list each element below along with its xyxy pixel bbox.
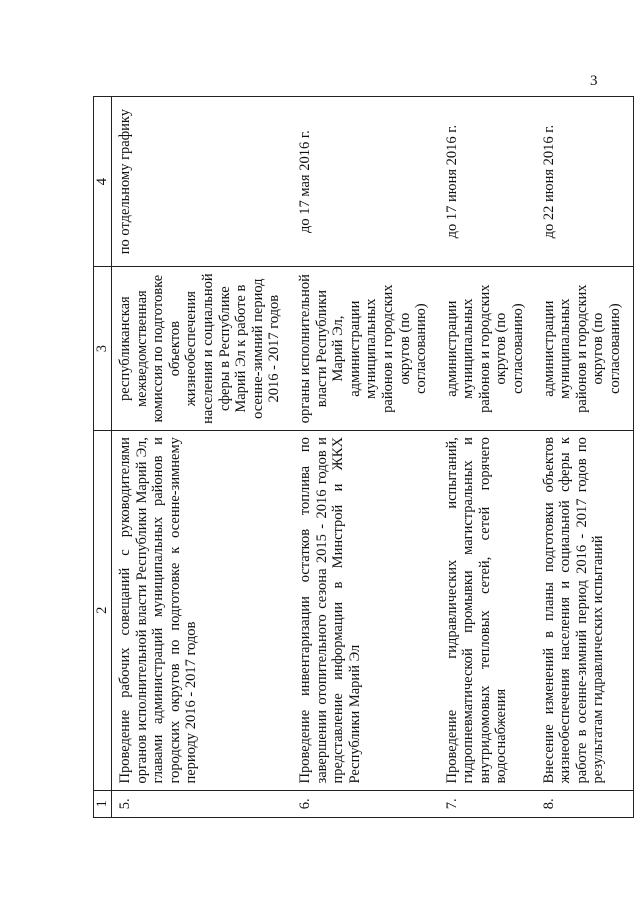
row-deadline: до 22 июня 2016 г. [536,97,633,267]
row-event: Проведение гидравлических испытаний, гидропневматической промывки магистральных и внутридомовых тепловых сетей, сетей горячего водоснабжения [439,431,536,790]
row-number: 8. [536,790,633,817]
page-number: 3 [590,73,598,89]
row-number: 5. [112,790,292,817]
header-col-4: 4 [94,97,112,267]
row-responsible: администрации муниципальных районов и городских округов (по согласованию) [536,267,633,431]
row-deadline: по отдельному графику [112,97,292,267]
table-row [536,97,633,818]
header-col-1: 1 [94,790,112,817]
table-row [292,97,439,818]
row-responsible: республиканская межведомственная комиссия по подготовке объектов жизнеобеспечения населения и социальной сферы в Республике Марий Эл к работе в осенне-зимний период 2016 - 2017 годов [112,267,292,431]
row-responsible: администрации муниципальных районов и городских округов (по согласованию) [439,267,536,431]
row-number: 6. [292,790,439,817]
header-col-3: 3 [94,267,112,431]
header-col-2: 2 [94,431,112,790]
row-event: Проведение рабочих совещаний с руководителями органов исполнительной власти Республики Марий Эл, главами администраций муниципальных районов и городских округов по подготовке к осенне-зимнему периоду 2016 - 2017 годов [112,431,292,790]
table-body [112,97,634,818]
table-header [94,97,112,818]
row-event: Проведение инвентаризации остатков топлива по завершении отопительного сезона 2015 - 2016 годов и представление информации в Минстрой и ЖКХ Республики Марий Эл [292,431,439,790]
table-row [439,97,536,818]
row-event: Внесение изменений в планы подготовки объектов жизнеобеспечения населения и социальной сферы к работе в осенне-зимний период 2016 - 2017 годов по результатам гидравлических испытаний [536,431,633,790]
measures-table [93,96,634,818]
row-number: 7. [439,790,536,817]
table-row [112,97,292,818]
row-responsible: органы исполнительной власти Республики Марий Эл, администрации муниципальных районов и городских округов (по согласованию) [292,267,439,431]
header-row [94,97,112,818]
row-deadline: до 17 июня 2016 г. [439,97,536,267]
row-deadline: до 17 мая 2016 г. [292,97,439,267]
